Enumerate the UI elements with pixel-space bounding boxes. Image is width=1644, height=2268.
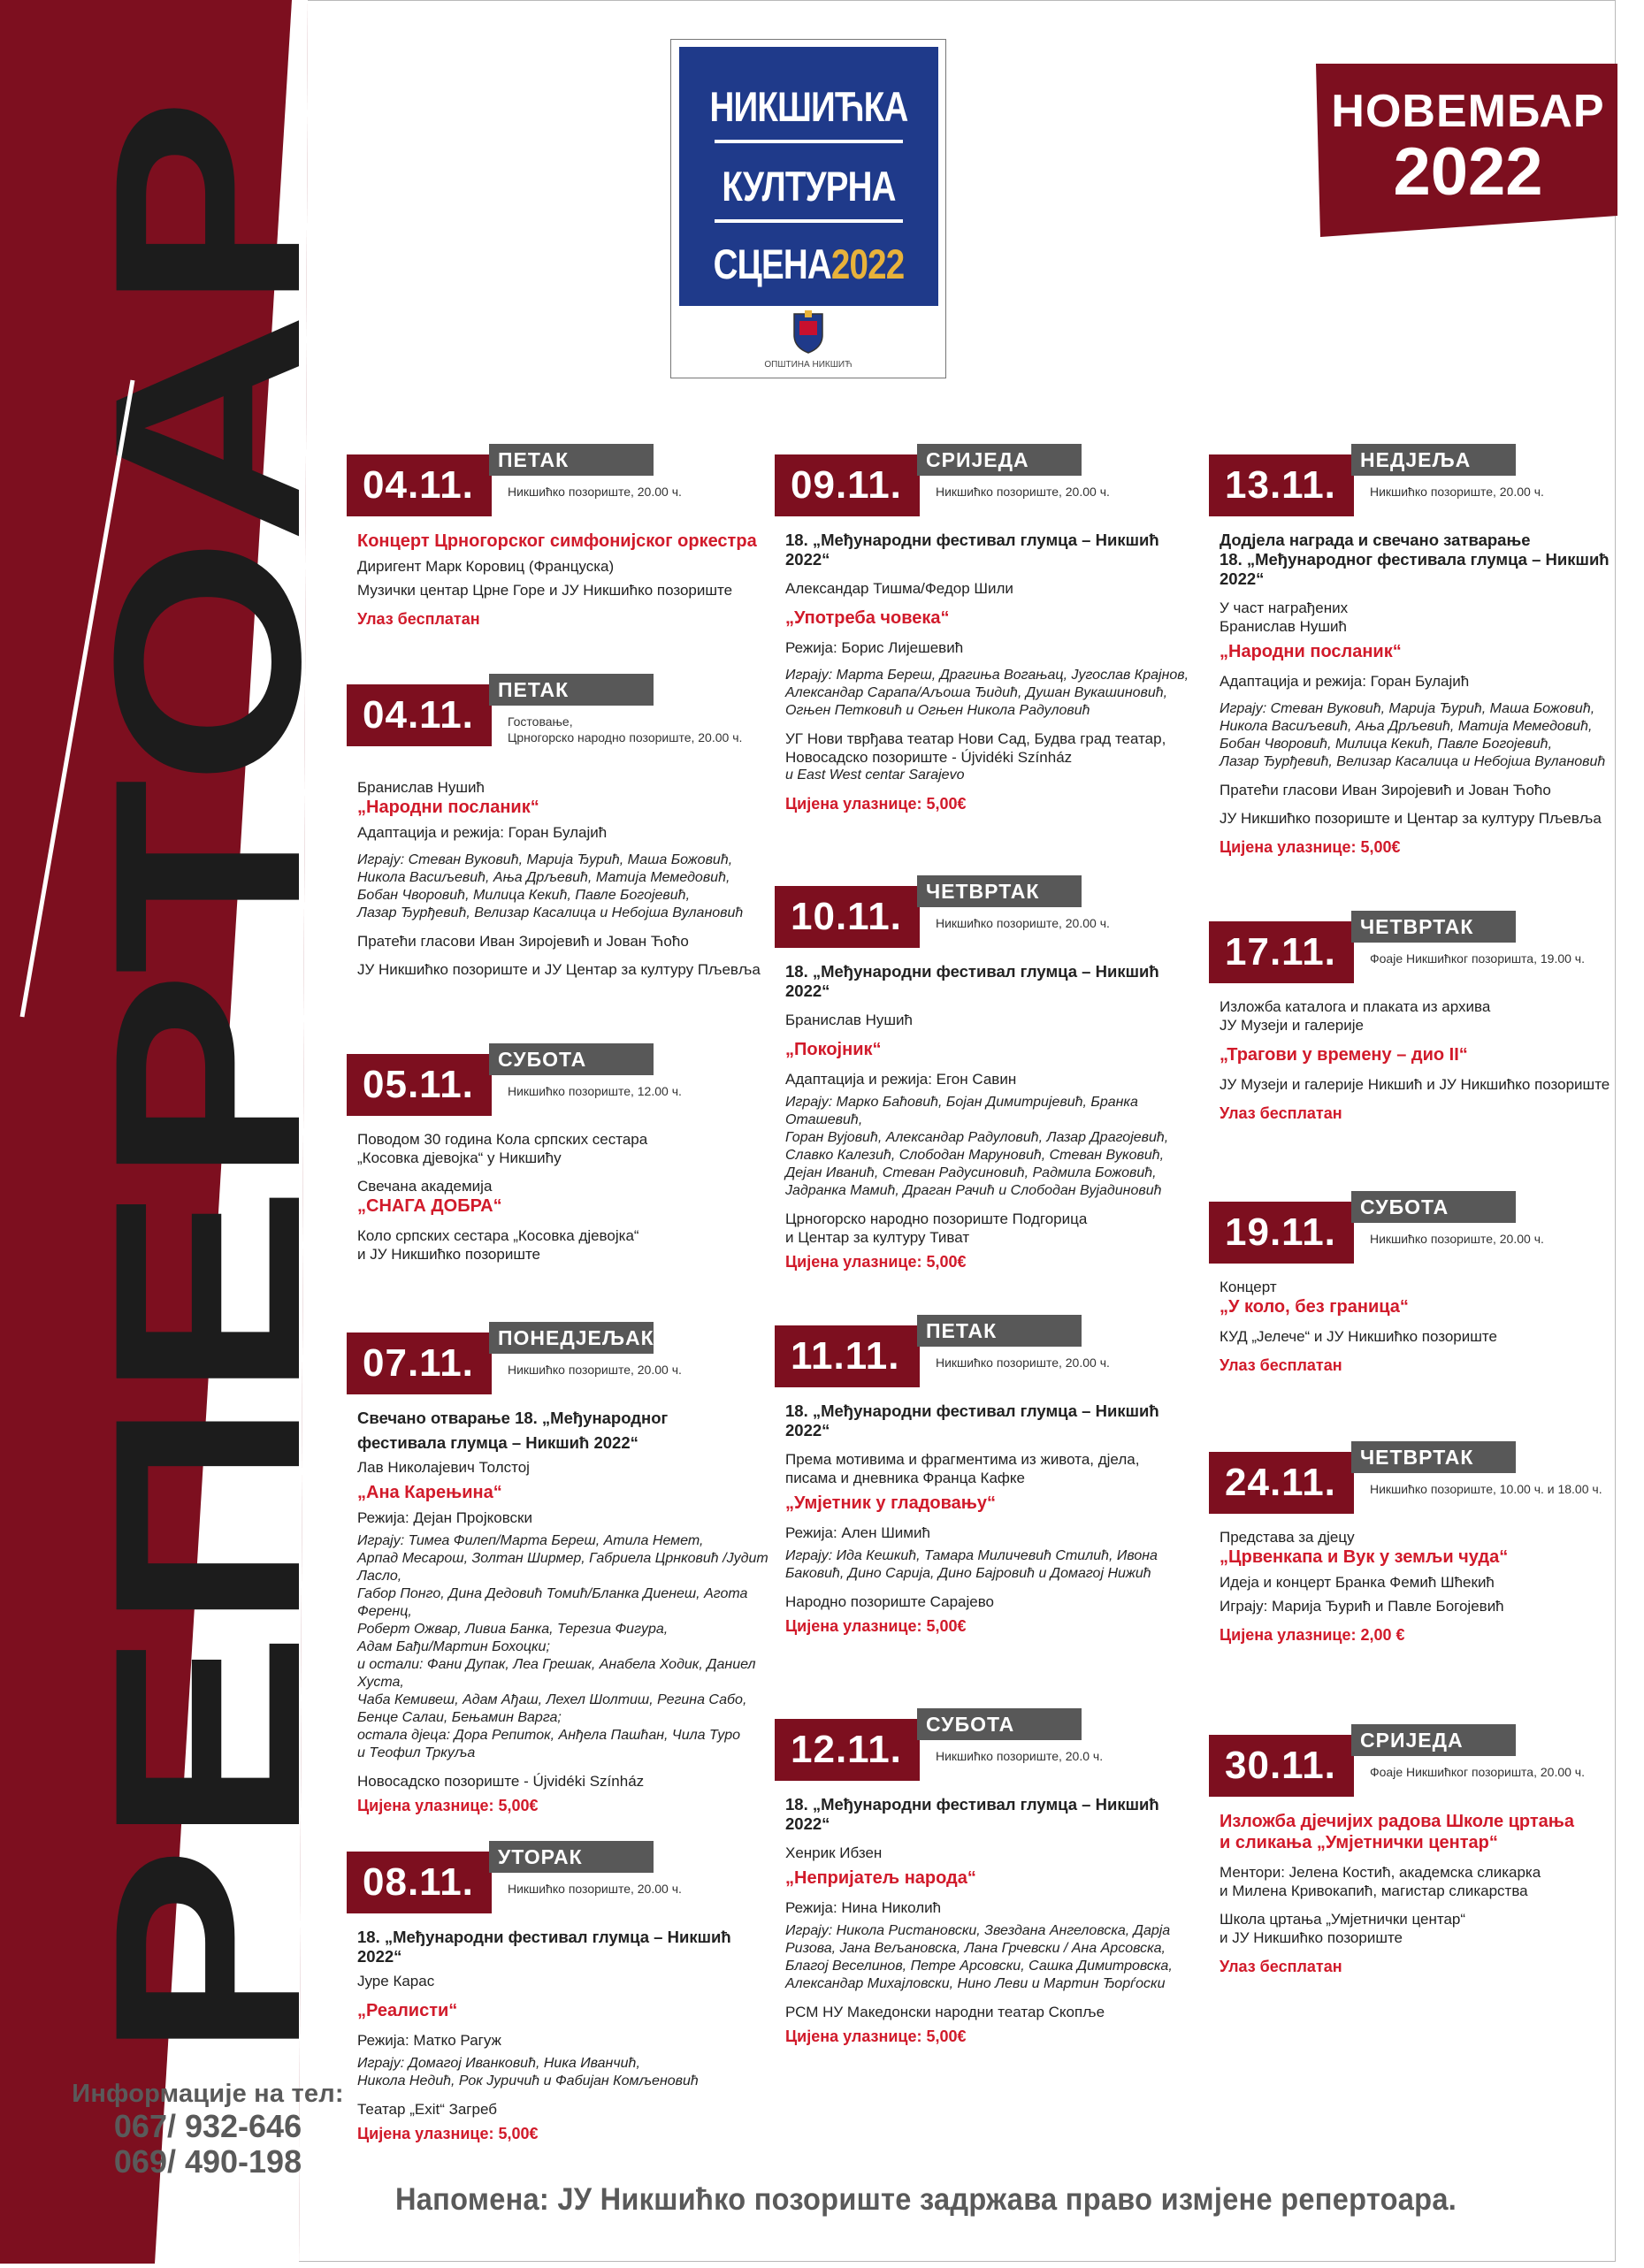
detail-line: ЈУ Никшићко позориште и ЈУ Центар за културу Пљевља: [357, 961, 761, 978]
spacer: [357, 599, 773, 609]
event-venue: [936, 1355, 1210, 1371]
detail-line: Театар „Exit“ Загреб: [357, 2101, 497, 2118]
event-title: „Црвенкапа и Вук у земљи чуда“: [1220, 1547, 1509, 1567]
event-day: СУБОТА: [1351, 1191, 1516, 1223]
event-venue: [508, 484, 782, 500]
venue-line: Никшићко позориште, 20.00 ч.: [508, 1882, 682, 1896]
venue-line: Никшићко позориште, 20.00 ч.: [508, 485, 682, 499]
spacer: [357, 1762, 773, 1772]
spacer: [1220, 799, 1635, 809]
detail-line: Режија: Ален Шимић: [785, 1524, 930, 1541]
cast-line: и Теофил Тркуља: [357, 1745, 476, 1760]
event-details: [785, 531, 1201, 813]
date-badge: [1209, 1202, 1354, 1264]
festival-heading: 18. „Међународног фестивала глумца – Никшић 2022“: [1220, 550, 1610, 588]
detail-line: Народно позориште Сарајево: [785, 1593, 994, 1610]
event-day: УТОРАК: [489, 1841, 654, 1873]
event-day: СУБОТА: [489, 1043, 654, 1075]
detail-line: Представа за дјецу: [1220, 1529, 1355, 1546]
detail-line: ЈУ Никшићко позориште и Центар за културу Пљевља: [1220, 810, 1602, 827]
detail-line: ЈУ Музеји и галерије: [1220, 1017, 1364, 1034]
event-title: „СНАГА ДОБРА“: [357, 1196, 502, 1216]
cast-line: и East West centar Sarajevo: [785, 767, 965, 783]
cast-line: Бенце Салаи, Бењамин Варга;: [357, 1710, 562, 1725]
detail-line: Ментори: Јелена Костић, академска сликарка: [1220, 1864, 1541, 1881]
logo-year: 2022: [830, 241, 905, 287]
price-label: Цијена улазнице: 2,00 €: [1220, 1626, 1405, 1644]
spacer: [1220, 691, 1635, 700]
spacer: [785, 720, 1201, 729]
event-date: 24.11.: [1225, 1461, 1336, 1504]
festival-logo: [670, 39, 946, 378]
detail-line: Адаптација и режија: Егон Савин: [785, 1071, 1017, 1088]
event-title: „Реалисти“: [357, 2001, 458, 2020]
venue-line: Црногорско народно позориште, 20.00 ч.: [508, 730, 743, 745]
detail-line: Адаптација и режија: Горан Булајић: [1220, 673, 1470, 690]
cast-line: и остали: Фани Дупак, Леа Грешак, Анабела Ходик, Даниел Хуста,: [357, 1657, 756, 1690]
detail-line: Школа цртања „Умјетнички центар“: [1220, 1911, 1466, 1928]
detail-line: Поводом 30 година Кола српских сестара: [357, 1131, 648, 1148]
date-badge: [347, 454, 492, 516]
spacer: [785, 629, 1201, 638]
festival-heading: Додјела награда и свечано затварање: [1220, 531, 1531, 549]
spacer: [785, 1514, 1201, 1523]
event-day: СРИЈЕДА: [1351, 1724, 1516, 1756]
event-date: 07.11.: [363, 1341, 474, 1385]
disclaimer-note: Напомена: ЈУ Никшићко позориште задржава право измјене репертоара.: [395, 2182, 1457, 2217]
event-title: Изложба дјечијих радова Школе цртања: [1220, 1812, 1575, 1831]
venue-line: Никшићко позориште, 20.00 ч.: [508, 1363, 682, 1377]
festival-heading: 18. „Међународни фестивал глумца – Никшић 2022“: [357, 1928, 731, 1966]
logo-line-1: НИКШИЋКА: [709, 83, 908, 130]
festival-heading: 18. „Међународни фестивал глумца – Никшић 2022“: [785, 1401, 1159, 1439]
detail-line: Концерт: [1220, 1279, 1277, 1295]
event-venue: [508, 1881, 782, 1897]
month-label: [1327, 87, 1610, 209]
event-day: ЧЕТВРТАК: [1351, 911, 1516, 943]
event-title: „Народни посланик“: [1220, 642, 1402, 661]
detail-line: КУД „Јелече“ и ЈУ Никшићко позориште: [1220, 1328, 1497, 1345]
spacer: [1220, 1317, 1635, 1327]
spacer: [785, 1060, 1201, 1070]
venue-line: Фоаје Никшићког позоришта, 19.00 ч.: [1370, 951, 1585, 966]
spacer: [785, 1029, 1201, 1039]
event-date: 08.11.: [363, 1860, 474, 1904]
detail-line: писама и дневника Франца Кафке: [785, 1470, 1025, 1486]
venue-line: Никшићко позориште, 20.0 ч.: [936, 1749, 1104, 1763]
event-day: НЕДЈЕЉА: [1351, 444, 1516, 476]
left-band: [0, 0, 356, 2264]
spacer: [357, 2021, 773, 2031]
detail-line: Према мотивима и фрагментима из живота, дјела,: [785, 1451, 1140, 1468]
cast-line: Огњен Петковић и Огњен Никола Радуловић: [785, 703, 1090, 718]
cast-line: Јадранка Мамић, Драган Рачић и Слободан Вујадиновић: [785, 1183, 1162, 1198]
vertical-title: РЕПЕРТОАР: [58, 441, 356, 2060]
cast-line: Габор Понго, Дина Дедовић Томић/Бланка Диенеш, Агота Ференц,: [357, 1586, 748, 1619]
date-badge: [347, 1333, 492, 1394]
venue-line: Никшићко позориште, 10.00 ч. и 18.00 ч.: [1370, 1482, 1602, 1496]
info-block: [66, 2080, 349, 2180]
month-year: 2022: [1393, 134, 1543, 210]
detail-line: Играју: Марија Ђурић и Павле Богојевић: [1220, 1598, 1504, 1615]
detail-line: „Косовка дјевојка“ у Никшићу: [357, 1149, 562, 1166]
event-date: 09.11.: [791, 463, 902, 507]
event-details: [1220, 1811, 1635, 1976]
info-label: Информације на тел:: [72, 2080, 344, 2108]
phone-number: 067/ 932-646: [113, 2108, 302, 2144]
date-badge: [1209, 921, 1354, 983]
detail-line: Диригент Марк Коровиц (Француска): [357, 558, 615, 575]
logo-line-3: [702, 240, 914, 288]
spacer: [785, 1889, 1201, 1898]
event-date: 10.11.: [791, 895, 902, 938]
price-label: Цијена улазнице: 5,00€: [785, 2027, 967, 2045]
venue-line: Гостовање,: [508, 714, 573, 729]
event-date: 04.11.: [363, 463, 474, 507]
event-date: 04.11.: [363, 693, 474, 737]
cast-line: Играју: Стеван Вуковић, Марија Ђурић, Маша Божовић,: [357, 852, 733, 867]
venue-line: Фоаје Никшићког позоришта, 20.00 ч.: [1370, 1765, 1585, 1779]
event-details: [357, 531, 773, 629]
detail-line: Хенрик Ибзен: [785, 1844, 883, 1861]
cast-line: Лазар Ђурђевић, Велизар Касалица и Небојша Вулановић: [1220, 754, 1606, 769]
venue-line: Никшићко позориште, 12.00 ч.: [508, 1084, 682, 1098]
cast-line: Никола Васиљевић, Ања Дрљевић, Матија Мемедовић,: [357, 870, 730, 885]
venue-line: Никшићко позориште, 20.00 ч.: [936, 1355, 1110, 1370]
event-date: 11.11.: [791, 1334, 900, 1378]
spacer: [357, 1990, 773, 2000]
detail-line: РСМ НУ Македонски народни театар Скопље: [785, 2004, 1105, 2020]
spacer: [1220, 1035, 1635, 1044]
thin-rule-graphic: [0, 0, 310, 2264]
spacer: [785, 569, 1201, 579]
event-date: 12.11.: [791, 1728, 902, 1771]
municipality-label: ОПШТИНА НИКШИЋ: [764, 360, 853, 370]
spacer: [1220, 1615, 1635, 1625]
spacer: [785, 1200, 1201, 1210]
event-date: 13.11.: [1225, 463, 1336, 507]
detail-line: Новосадско позориште - Újvidéki Színház: [357, 1773, 645, 1790]
cast-line: Ризова, Јана Вељановска, Лана Грчевски / Ана Арсовска,: [785, 1941, 1166, 1956]
detail-line: Музички центар Црне Горе и ЈУ Никшићко позориште: [357, 582, 733, 599]
spacer: [785, 1001, 1201, 1011]
detail-line: Александар Тишма/Федор Шили: [785, 580, 1013, 597]
detail-line: Режија: Дејан Пројковски: [357, 1509, 532, 1526]
detail-line: УГ Нови тврђава театар Нови Сад, Будва град театар,: [785, 730, 1166, 747]
event-details: [1220, 1528, 1635, 1645]
event-title: Концерт Црногорског симфонијског оркестра: [357, 531, 757, 551]
festival-heading: Свечано отварање 18. „Међународног: [357, 1409, 669, 1427]
price-label: Цијена улазнице: 5,00€: [357, 1797, 539, 1814]
detail-line: Бранислав Нушић: [1220, 618, 1347, 635]
event-day: ПОНЕДЈЕЉАК: [489, 1322, 654, 1354]
detail-line: У част награђених: [1220, 599, 1349, 616]
spacer: [785, 598, 1201, 607]
event-day: СУБОТА: [917, 1708, 1082, 1740]
event-venue: [508, 1362, 782, 1378]
date-badge: [347, 1054, 492, 1116]
detail-line: Јуре Карас: [357, 1973, 435, 1989]
logo-blue-square: [679, 47, 938, 306]
event-day: ПЕТАК: [489, 674, 654, 706]
event-details: [357, 1928, 773, 2143]
logo-rule: [715, 219, 903, 223]
event-venue: [508, 714, 782, 745]
cast-line: Играју: Ида Кешкић, Тамара Миличевић Стилић, Ивона: [785, 1548, 1158, 1563]
event-day: ЧЕТВРТАК: [1351, 1441, 1516, 1473]
date-badge: [1209, 1735, 1354, 1797]
price-label: Улаз бесплатан: [1220, 1958, 1342, 1975]
spacer: [1220, 771, 1635, 781]
event-details: [357, 1130, 773, 1264]
event-date: 05.11.: [363, 1063, 474, 1106]
price-label: Цијена улазнице: 5,00€: [785, 1617, 967, 1635]
spacer: [1220, 1065, 1635, 1075]
event-day: ЧЕТВРТАК: [917, 875, 1082, 907]
spacer: [1220, 1346, 1635, 1355]
event-title: „Покојник“: [785, 1040, 882, 1059]
coat-of-arms-icon: [792, 309, 824, 355]
event-title: „Употреба човека“: [785, 608, 950, 628]
detail-line: Бранислав Нушић: [785, 1012, 913, 1028]
spacer: [785, 1583, 1201, 1592]
spacer: [357, 842, 773, 851]
detail-line: Пратећи гласови Иван Зиројевић и Јован Ћоћо: [1220, 782, 1551, 798]
event-venue: [1370, 1231, 1644, 1247]
price-label: Цијена улазнице: 5,00€: [357, 2125, 539, 2142]
cast-line: Адам Бађи/Мартин Бохоцки;: [357, 1639, 550, 1654]
cast-line: Баковић, Дино Сарија, Дино Бајровић и Домагој Нижић: [785, 1566, 1151, 1581]
cast-line: Бобан Чворовић, Милица Кекић, Павле Богојевић,: [1220, 737, 1553, 752]
cast-line: Дејан Иванић, Стеван Радусиновић, Радмила Божовић,: [785, 1165, 1157, 1180]
logo-scena: СЦЕНА: [713, 241, 831, 287]
cast-line: Играју: Стеван Вуковић, Марија Ђурић, Маша Божовић,: [1220, 701, 1595, 716]
date-badge: [775, 1719, 920, 1781]
date-badge: [347, 684, 492, 746]
cast-line: остала дјеца: Дора Репиток, Анђела Пашћан, Чила Туро: [357, 1728, 740, 1743]
cast-line: Играју: Марко Баћовић, Бојан Димитријевић, Бранка Оташевић,: [785, 1095, 1138, 1127]
spacer: [1220, 1094, 1635, 1103]
detail-line: Адаптација и режија: Горан Булајић: [357, 824, 608, 841]
cast-line: Благој Веселинов, Петре Арсовски, Сашка Димитровска,: [785, 1959, 1173, 1974]
event-details: [1220, 1278, 1635, 1375]
spacer: [1220, 662, 1635, 672]
event-date: 30.11.: [1225, 1744, 1336, 1787]
detail-line: ЈУ Музеји и галерије Никшић и ЈУ Никшићко позориште: [1220, 1076, 1610, 1093]
cast-line: Играју: Никола Ристановски, Звездана Ангеловска, Дарја: [785, 1923, 1171, 1938]
logo-rule: [715, 140, 903, 143]
event-title: „Трагови у времену – дио II“: [1220, 1045, 1468, 1065]
date-badge: [775, 886, 920, 948]
event-details: [785, 1401, 1201, 1636]
detail-line: Идеја и концерт Бранка Фемић Шћекић: [1220, 1574, 1495, 1591]
event-title: „Ана Карењина“: [357, 1483, 502, 1502]
event-venue: [936, 484, 1210, 500]
festival-heading: 18. „Међународни фестивал глумца – Никшић 2022“: [785, 531, 1159, 569]
event-details: [1220, 997, 1635, 1123]
cast-line: Лазар Ђурђевић, Велизар Касалица и Небојша Вулановић: [357, 905, 744, 920]
date-badge: [775, 454, 920, 516]
detail-line: Бранислав Нушић: [357, 779, 485, 796]
event-title: „У коло, без граница“: [1220, 1297, 1409, 1317]
detail-line: Режија: Нина Николић: [785, 1899, 942, 1916]
cast-line: Бобан Чворовић, Милица Кекић, Павле Богојевић,: [357, 888, 691, 903]
date-badge: [775, 1325, 920, 1387]
cast-line: Александар Сарапа/Аљоша Ђидић, Душан Вукашиновић,: [785, 685, 1168, 700]
detail-line: Пратећи гласови Иван Зиројевић и Јован Ћоћо: [357, 933, 689, 950]
event-title: „Умјетник у гладовању“: [785, 1493, 997, 1513]
spacer: [357, 1217, 773, 1226]
spacer: [357, 922, 773, 932]
event-venue: [1370, 1481, 1644, 1497]
price-label: Цијена улазнице: 5,00€: [785, 1253, 967, 1271]
festival-heading: 18. „Међународни фестивал глумца – Никшић 2022“: [785, 962, 1159, 1000]
spacer: [785, 657, 1201, 667]
cast-line: Никола Нeдић, Рок Јуричић и Фабијан Комљеновић: [357, 2073, 699, 2089]
event-details: [1220, 531, 1635, 857]
month-name: НОВЕМБАР: [1331, 86, 1605, 137]
cast-line: Играју: Тимеа Филеп/Марта Береш, Атила Немет,: [357, 1533, 704, 1548]
event-title: „Непријатељ народа“: [785, 1868, 976, 1888]
detail-line: Режија: Борис Лијешевић: [785, 639, 964, 656]
cast-line: Арпад Месарош, Золтан Ширмер, Габриела Црнковић /Јудит Ласло,: [357, 1551, 768, 1584]
event-venue: [936, 915, 1210, 931]
event-details: [357, 1409, 773, 1815]
event-venue: [936, 1748, 1210, 1764]
venue-line: Никшићко позориште, 20.00 ч.: [1370, 1232, 1544, 1246]
venue-line: Никшићко позориште, 20.00 ч.: [936, 916, 1110, 930]
event-date: 19.11.: [1225, 1210, 1336, 1254]
festival-heading: 18. „Међународни фестивал глумца – Никшић 2022“: [785, 1795, 1159, 1833]
event-details: [785, 1795, 1201, 2046]
date-badge: [1209, 1452, 1354, 1514]
venue-line: Никшићко позориште, 20.00 ч.: [936, 485, 1110, 499]
spacer: [785, 1834, 1201, 1844]
detail-line: и Центар за културу Тиват: [785, 1229, 970, 1246]
price-label: Цијена улазнице: 5,00€: [1220, 838, 1401, 856]
detail-line: и Милена Кривокапић, магистар сликарства: [1220, 1882, 1528, 1899]
cast-line: Играју: Домагој Иванковић, Ника Иванчић,: [357, 2056, 640, 2071]
spacer: [1220, 828, 1635, 837]
detail-line: Свечана академија: [357, 1178, 493, 1195]
event-details: [785, 962, 1201, 1271]
cast-line: Играју: Марта Береш, Драгиња Вогањац, Југослав Крајнов,: [785, 668, 1189, 683]
cast-line: Славко Калезић, Слободан Маруновић, Стеван Вуковић,: [785, 1148, 1165, 1163]
event-venue: [1370, 951, 1644, 966]
detail-line: Лав Николајевич Толстој: [357, 1459, 530, 1476]
event-venue: [1370, 484, 1644, 500]
spacer: [785, 1440, 1201, 1450]
event-details: [357, 773, 773, 979]
detail-line: Изложба каталога и плаката из архива: [1220, 998, 1491, 1015]
spacer: [1220, 1947, 1635, 1957]
date-badge: [347, 1852, 492, 1913]
event-day: ПЕТАК: [489, 444, 654, 476]
phone-number: 069/ 490-198: [113, 2143, 302, 2180]
detail-line: Црногорско народно позориште Подгорица: [785, 1210, 1088, 1227]
detail-line: и ЈУ Никшићко позориште: [357, 1246, 541, 1263]
event-title: „Народни посланик“: [357, 798, 539, 817]
event-day: СРИЈЕДА: [917, 444, 1082, 476]
spacer: [1220, 1853, 1635, 1863]
detail-line: Коло српских сестара „Косовка дјевојка“: [357, 1227, 639, 1244]
event-date: 17.11.: [1225, 930, 1336, 974]
spacer: [357, 951, 773, 960]
event-venue: [1370, 1764, 1644, 1780]
thin-white-rule: [22, 380, 133, 1017]
detail-line: Новосадско позориште - Újvidéki Színház: [785, 749, 1073, 766]
spacer: [1220, 589, 1635, 599]
spacer: [357, 1167, 773, 1177]
detail-line: Режија: Матко Рагуж: [357, 2032, 501, 2049]
cast-line: Никола Васиљевић, Ања Дрљевић, Матија Мемедовић,: [1220, 719, 1593, 734]
event-title: и сликања „Умјетнички центар“: [1220, 1833, 1498, 1852]
date-badge: [1209, 454, 1354, 516]
event-day: ПЕТАК: [917, 1315, 1082, 1347]
venue-line: Никшићко позориште, 20.00 ч.: [1370, 485, 1544, 499]
spacer: [1220, 1900, 1635, 1910]
event-venue: [508, 1083, 782, 1099]
cast-line: Чаба Кемивеш, Адам Ађаш, Лехел Шолтиш, Регина Сабо,: [357, 1692, 747, 1707]
cast-line: Александар Михајловски, Нино Леви и Мартин Ђорѓоски: [785, 1976, 1166, 1991]
festival-heading: фестивала глумца – Никшић 2022“: [357, 1433, 638, 1452]
price-label: Улаз бесплатан: [357, 610, 480, 628]
spacer: [785, 784, 1201, 794]
detail-line: и ЈУ Никшићко позориште: [1220, 1929, 1403, 1946]
spacer: [357, 2090, 773, 2100]
cast-line: Роберт Ожвар, Ливиа Банка, Терезиа Фигура,: [357, 1622, 669, 1637]
spacer: [785, 1993, 1201, 2003]
cast-line: Горан Вујовић, Александар Радуловић, Лазар Драгојевић,: [785, 1130, 1169, 1145]
price-label: Улаз бесплатан: [1220, 1356, 1342, 1374]
logo-line-2: КУЛТУРНА: [722, 163, 896, 210]
price-label: Улаз бесплатан: [1220, 1104, 1342, 1122]
price-label: Цијена улазнице: 5,00€: [785, 795, 967, 813]
